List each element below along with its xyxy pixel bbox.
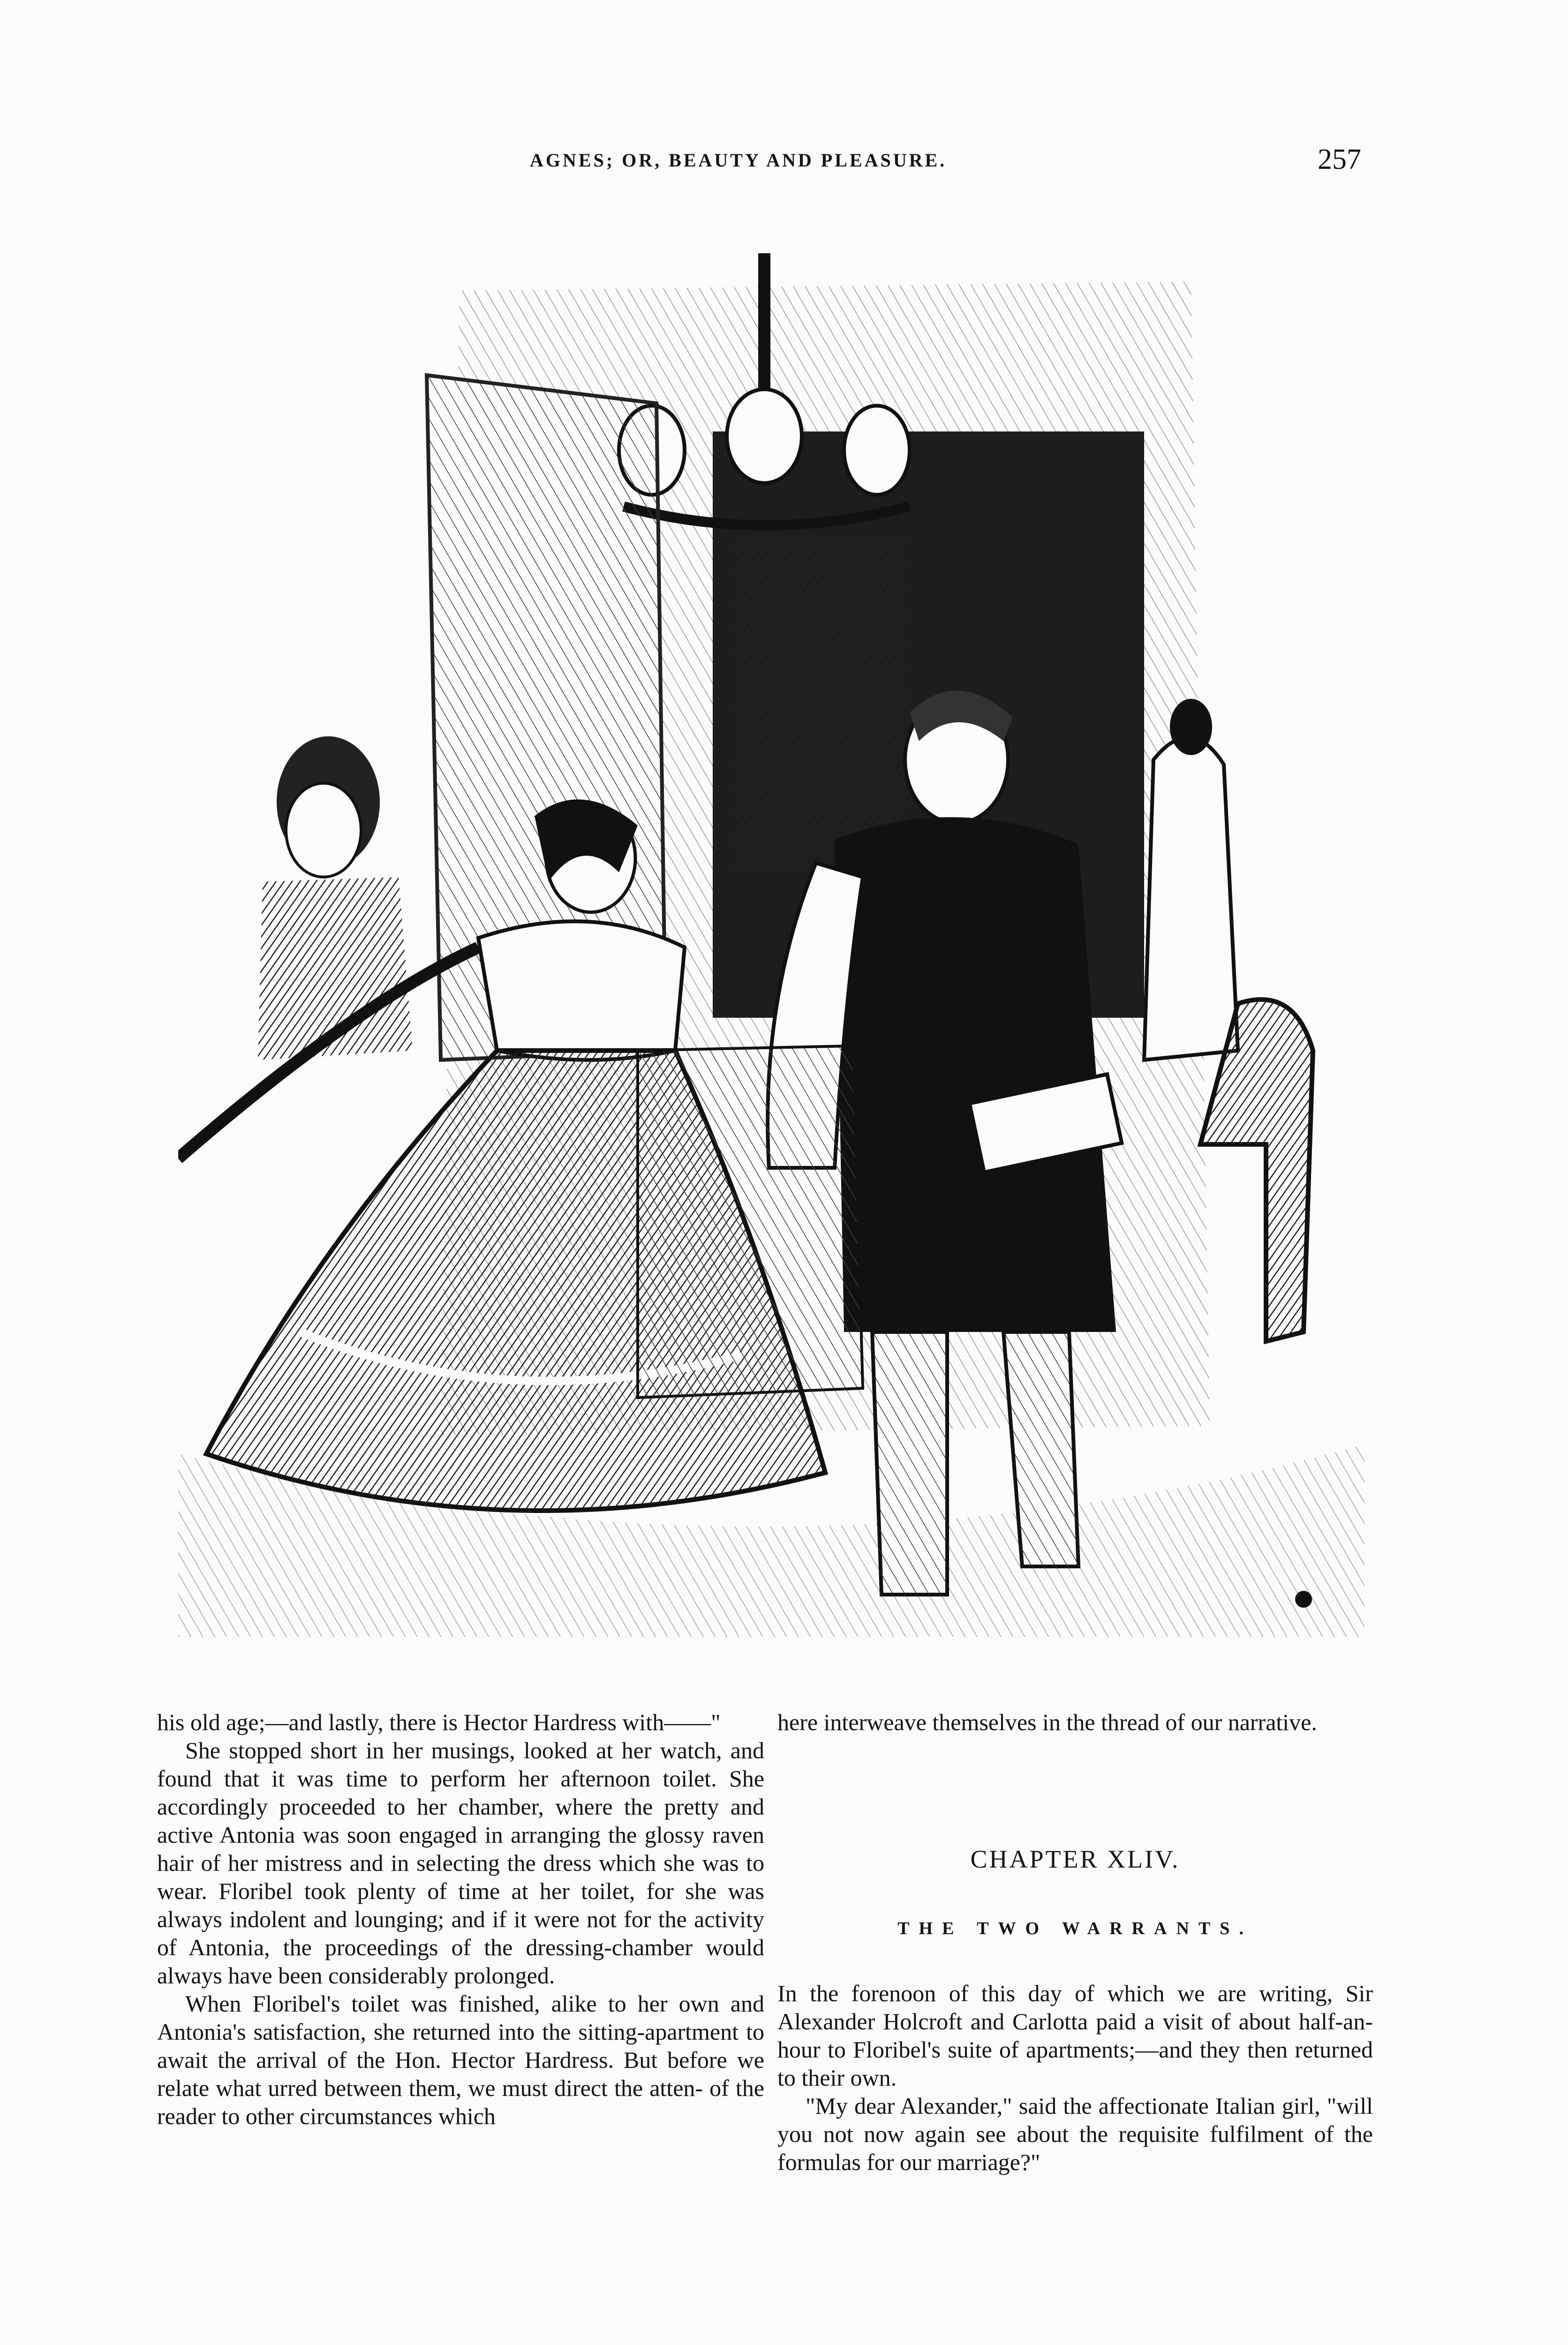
running-title: AGNES; OR, BEAUTY AND PLEASURE. bbox=[530, 150, 947, 171]
paragraph-continuation: here interweave themselves in the thread of our narrative. bbox=[777, 1709, 1317, 1735]
paragraph: "My dear Alexander," said the affectionate Italian girl, "will you not now again see about the requisite fulfilment of the formulas for our marriage?" bbox=[777, 2093, 1373, 2175]
left-text-column bbox=[157, 1708, 764, 2130]
engraving-illustration bbox=[178, 253, 1364, 1637]
paragraph: In the forenoon of this day of which we are writing, Sir Alexander Holcroft and Carlotta paid a visit of about half-an-hour to Floribel's suite of apartments;—and they then returned to their own. bbox=[777, 1980, 1373, 2091]
right-text-column bbox=[777, 1708, 1373, 2176]
page-number: 257 bbox=[1318, 144, 1361, 175]
paragraph: She stopped short in her musings, looked at her watch, and found that it was time to perform her afternoon toilet. She accordingly proceeded to her chamber, where the pretty and active Antonia was soon engaged in arranging the glossy raven hair of her mistress and in selecting the dress which she was to wear. Floribel took plenty of time at her toilet, for she was always indolent and lounging; and if it were not for the activity of Antonia, the proceedings of the dressing-chamber would always have been considerably prolonged. bbox=[157, 1737, 764, 1989]
chapter-title: THE TWO WARRANTS. bbox=[897, 1919, 1253, 1938]
paragraph: his old age;—and lastly, there is Hector Hardress with——" bbox=[157, 1709, 721, 1735]
paragraph: When Floribel's toilet was finished, alike to her own and Antonia's satisfaction, she returned into the sitting-apartment to await the arrival of the Hon. Hector Hardress. But before we relate what urred between them, we must direct the atten- of the reader to other circumstances which bbox=[157, 1990, 764, 2129]
chapter-heading: CHAPTER XLIV. bbox=[970, 1845, 1180, 1873]
